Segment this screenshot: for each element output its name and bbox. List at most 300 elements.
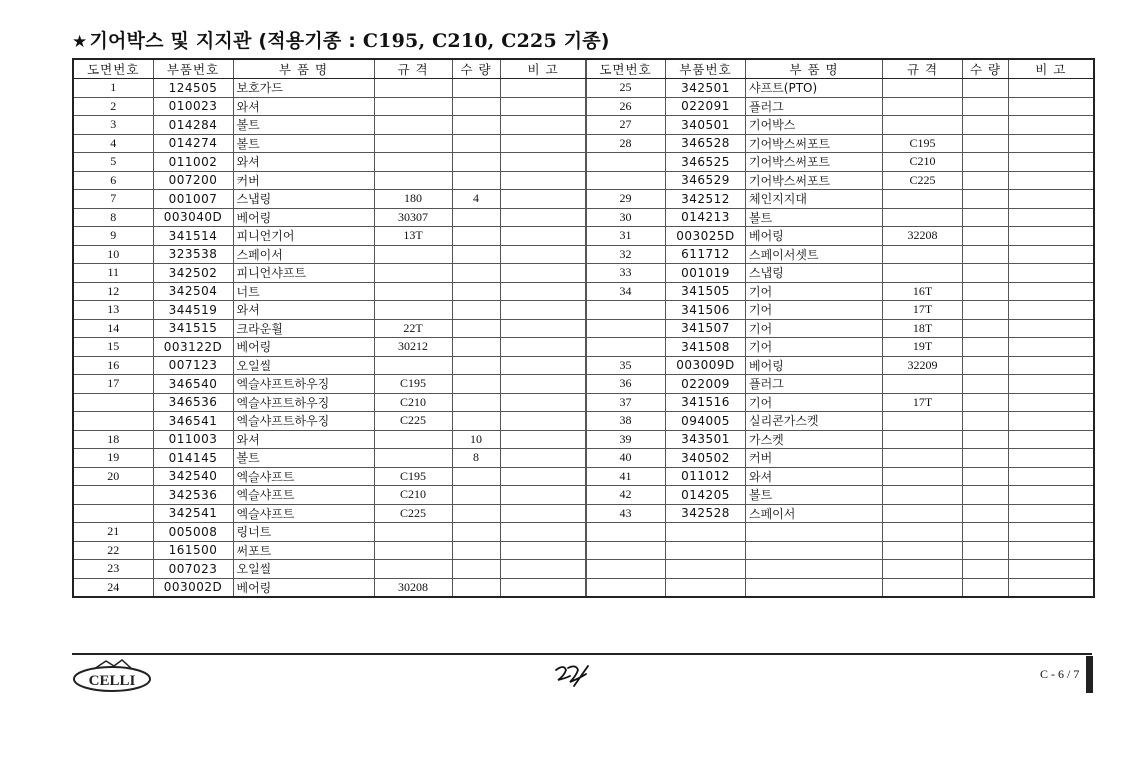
part-name-cell: 베어링	[233, 208, 374, 227]
drawing-no-cell: 15	[73, 338, 153, 357]
table-row	[73, 338, 586, 357]
table-row	[73, 430, 586, 449]
qty-cell	[963, 245, 1009, 264]
part-name-cell: 실리콘가스켓	[746, 412, 883, 431]
drawing-no-cell	[73, 412, 153, 431]
drawing-no-cell: 29	[586, 190, 666, 209]
part-no-cell: 341507	[666, 319, 746, 338]
spec-cell: C195	[374, 375, 452, 394]
qty-cell	[452, 356, 500, 375]
drawing-no-cell	[586, 319, 666, 338]
qty-cell	[963, 208, 1009, 227]
qty-cell	[963, 449, 1009, 468]
drawing-no-cell: 31	[586, 227, 666, 246]
spec-cell: C210	[374, 393, 452, 412]
part-no-cell: 341514	[153, 227, 233, 246]
part-name-cell	[746, 578, 883, 597]
table-row	[73, 560, 586, 579]
drawing-no-cell	[586, 338, 666, 357]
spec-cell	[374, 449, 452, 468]
drawing-no-cell: 3	[73, 116, 153, 135]
part-name-cell: 기어	[746, 301, 883, 320]
table-row	[73, 301, 586, 320]
spec-cell	[883, 523, 963, 542]
spec-cell	[883, 190, 963, 209]
spec-cell	[883, 541, 963, 560]
spec-cell	[883, 375, 963, 394]
handwritten-signature	[552, 660, 592, 690]
part-name-cell: 기어박스써포트	[746, 153, 883, 172]
table-row	[73, 319, 586, 338]
spec-cell	[883, 578, 963, 597]
part-name-cell: 스페이서	[233, 245, 374, 264]
table-row	[73, 467, 586, 486]
drawing-no-cell: 13	[73, 301, 153, 320]
part-name-cell: 기어박스써포트	[746, 171, 883, 190]
part-no-cell	[666, 560, 746, 579]
part-no-cell: 005008	[153, 523, 233, 542]
part-no-cell: 341506	[666, 301, 746, 320]
qty-cell: 8	[452, 449, 500, 468]
part-no-cell: 342504	[153, 282, 233, 301]
part-no-cell: 341515	[153, 319, 233, 338]
title-models: C195, C210, C225	[362, 30, 557, 52]
part-name-cell: 엑슬샤프트하우징	[233, 393, 374, 412]
qty-cell	[452, 541, 500, 560]
remarks-cell	[1009, 541, 1094, 560]
qty-cell	[963, 264, 1009, 283]
table-row	[586, 356, 1094, 375]
part-name-cell	[746, 560, 883, 579]
drawing-no-cell: 40	[586, 449, 666, 468]
drawing-no-cell: 36	[586, 375, 666, 394]
remarks-cell	[1009, 301, 1094, 320]
part-name-cell: 엑슬샤프트	[233, 504, 374, 523]
qty-cell	[963, 504, 1009, 523]
qty-cell	[963, 523, 1009, 542]
part-no-cell: 003122D	[153, 338, 233, 357]
table-row	[73, 245, 586, 264]
remarks-cell	[1009, 393, 1094, 412]
qty-cell	[452, 578, 500, 597]
remarks-cell	[500, 301, 586, 320]
page-title	[72, 26, 610, 53]
table-row	[586, 245, 1094, 264]
spec-cell	[883, 412, 963, 431]
table-row	[586, 153, 1094, 172]
page-edge-bar	[1086, 656, 1093, 693]
table-row	[586, 301, 1094, 320]
remarks-cell	[1009, 467, 1094, 486]
qty-cell	[452, 282, 500, 301]
part-no-cell: 342512	[666, 190, 746, 209]
qty-cell	[452, 467, 500, 486]
part-name-cell: 너트	[233, 282, 374, 301]
part-name-cell: 커버	[746, 449, 883, 468]
remarks-cell	[1009, 560, 1094, 579]
remarks-cell	[1009, 356, 1094, 375]
col-header-qty: 수 량	[963, 59, 1009, 79]
spec-cell	[374, 430, 452, 449]
drawing-no-cell: 37	[586, 393, 666, 412]
part-no-cell: 007123	[153, 356, 233, 375]
part-name-cell: 기어박스	[746, 116, 883, 135]
drawing-no-cell: 38	[586, 412, 666, 431]
table-row	[73, 190, 586, 209]
part-name-cell: 플러그	[746, 375, 883, 394]
qty-cell	[963, 467, 1009, 486]
part-no-cell: 014274	[153, 134, 233, 153]
remarks-cell	[1009, 486, 1094, 505]
qty-cell	[963, 541, 1009, 560]
remarks-cell	[500, 116, 586, 135]
part-name-cell: 기어	[746, 282, 883, 301]
remarks-cell	[500, 264, 586, 283]
qty-cell	[963, 393, 1009, 412]
remarks-cell	[1009, 97, 1094, 116]
part-no-cell: 010023	[153, 97, 233, 116]
qty-cell	[452, 523, 500, 542]
drawing-no-cell: 32	[586, 245, 666, 264]
drawing-no-cell	[73, 504, 153, 523]
part-name-cell: 써포트	[233, 541, 374, 560]
part-name-cell: 기어	[746, 393, 883, 412]
qty-cell	[963, 79, 1009, 98]
drawing-no-cell	[586, 153, 666, 172]
table-row	[73, 134, 586, 153]
spec-cell	[374, 560, 452, 579]
table-row	[586, 467, 1094, 486]
table-row	[73, 356, 586, 375]
drawing-no-cell: 20	[73, 467, 153, 486]
drawing-no-cell: 43	[586, 504, 666, 523]
spec-cell: 18T	[883, 319, 963, 338]
spec-cell	[883, 264, 963, 283]
remarks-cell	[500, 412, 586, 431]
spec-cell: 17T	[883, 301, 963, 320]
remarks-cell	[1009, 153, 1094, 172]
table-row	[586, 523, 1094, 542]
remarks-cell	[500, 245, 586, 264]
part-no-cell: 161500	[153, 541, 233, 560]
spec-cell: C210	[374, 486, 452, 505]
part-name-cell: 와셔	[746, 467, 883, 486]
drawing-no-cell: 34	[586, 282, 666, 301]
drawing-no-cell: 16	[73, 356, 153, 375]
part-no-cell: 003040D	[153, 208, 233, 227]
remarks-cell	[500, 79, 586, 98]
remarks-cell	[500, 319, 586, 338]
remarks-cell	[500, 449, 586, 468]
drawing-no-cell: 12	[73, 282, 153, 301]
spec-cell	[374, 153, 452, 172]
qty-cell	[452, 171, 500, 190]
part-name-cell: 와셔	[233, 301, 374, 320]
remarks-cell	[500, 153, 586, 172]
table-row	[73, 208, 586, 227]
remarks-cell	[500, 430, 586, 449]
star-icon: ★	[72, 32, 88, 52]
qty-cell	[452, 208, 500, 227]
drawing-no-cell: 33	[586, 264, 666, 283]
part-name-cell: 기어박스써포트	[746, 134, 883, 153]
qty-cell	[963, 319, 1009, 338]
remarks-cell	[500, 560, 586, 579]
col-header-part-no: 부품번호	[666, 59, 746, 79]
part-no-cell: 343501	[666, 430, 746, 449]
remarks-cell	[500, 523, 586, 542]
part-no-cell: 346540	[153, 375, 233, 394]
part-no-cell: 342536	[153, 486, 233, 505]
drawing-no-cell: 42	[586, 486, 666, 505]
drawing-no-cell: 21	[73, 523, 153, 542]
part-name-cell: 볼트	[233, 449, 374, 468]
spec-cell: 30307	[374, 208, 452, 227]
part-name-cell: 크라운휠	[233, 319, 374, 338]
title-end: 기종)	[556, 30, 610, 52]
spec-cell	[374, 282, 452, 301]
part-name-cell: 베어링	[746, 356, 883, 375]
drawing-no-cell: 35	[586, 356, 666, 375]
qty-cell	[963, 356, 1009, 375]
qty-cell	[452, 375, 500, 394]
part-no-cell: 342540	[153, 467, 233, 486]
remarks-cell	[1009, 171, 1094, 190]
spec-cell: C210	[883, 153, 963, 172]
part-no-cell: 011012	[666, 467, 746, 486]
part-no-cell: 007023	[153, 560, 233, 579]
spec-cell: 22T	[374, 319, 452, 338]
remarks-cell	[1009, 338, 1094, 357]
spec-cell: C225	[374, 412, 452, 431]
part-no-cell: 346525	[666, 153, 746, 172]
qty-cell	[963, 375, 1009, 394]
spec-cell: 30212	[374, 338, 452, 357]
spec-cell	[374, 523, 452, 542]
part-name-cell: 샤프트(PTO)	[746, 79, 883, 98]
spec-cell	[374, 264, 452, 283]
table-row	[73, 282, 586, 301]
drawing-no-cell	[586, 523, 666, 542]
drawing-no-cell: 9	[73, 227, 153, 246]
part-no-cell: 001019	[666, 264, 746, 283]
qty-cell	[963, 338, 1009, 357]
part-name-cell: 피니언기어	[233, 227, 374, 246]
part-no-cell	[666, 541, 746, 560]
part-no-cell: 346541	[153, 412, 233, 431]
remarks-cell	[500, 467, 586, 486]
table-row	[586, 393, 1094, 412]
part-name-cell: 엑슬샤프트하우징	[233, 412, 374, 431]
col-header-qty: 수 량	[452, 59, 500, 79]
part-no-cell: 003009D	[666, 356, 746, 375]
qty-cell	[963, 134, 1009, 153]
part-no-cell: 014145	[153, 449, 233, 468]
spec-cell	[883, 467, 963, 486]
table-row	[73, 97, 586, 116]
part-name-cell: 볼트	[233, 116, 374, 135]
col-header-part-no: 부품번호	[153, 59, 233, 79]
table-row	[73, 153, 586, 172]
qty-cell	[963, 171, 1009, 190]
part-no-cell: 611712	[666, 245, 746, 264]
spec-cell	[883, 79, 963, 98]
part-name-cell: 엑슬샤프트하우징	[233, 375, 374, 394]
remarks-cell	[1009, 449, 1094, 468]
remarks-cell	[500, 338, 586, 357]
drawing-no-cell	[586, 171, 666, 190]
qty-cell	[452, 116, 500, 135]
table-row	[586, 504, 1094, 523]
parts-table-right	[585, 58, 1095, 598]
qty-cell	[452, 245, 500, 264]
drawing-no-cell: 11	[73, 264, 153, 283]
qty-cell	[963, 430, 1009, 449]
table-row	[586, 190, 1094, 209]
qty-cell	[452, 486, 500, 505]
spec-cell	[374, 541, 452, 560]
remarks-cell	[1009, 578, 1094, 597]
qty-cell	[963, 578, 1009, 597]
drawing-no-cell: 8	[73, 208, 153, 227]
qty-cell: 4	[452, 190, 500, 209]
part-name-cell: 보호가드	[233, 79, 374, 98]
remarks-cell	[1009, 430, 1094, 449]
part-no-cell: 003025D	[666, 227, 746, 246]
table-row	[73, 449, 586, 468]
spec-cell	[883, 97, 963, 116]
qty-cell	[963, 97, 1009, 116]
drawing-no-cell: 6	[73, 171, 153, 190]
remarks-cell	[500, 375, 586, 394]
table-row	[73, 227, 586, 246]
qty-cell	[452, 264, 500, 283]
table-row	[586, 578, 1094, 597]
spec-cell: 180	[374, 190, 452, 209]
drawing-no-cell: 23	[73, 560, 153, 579]
remarks-cell	[500, 134, 586, 153]
drawing-no-cell: 5	[73, 153, 153, 172]
spec-cell: C225	[883, 171, 963, 190]
drawing-no-cell	[586, 541, 666, 560]
col-header-remarks: 비 고	[1009, 59, 1094, 79]
spec-cell	[883, 245, 963, 264]
spec-cell: 30208	[374, 578, 452, 597]
table-row	[73, 264, 586, 283]
spec-cell	[374, 97, 452, 116]
part-name-cell: 베어링	[233, 338, 374, 357]
part-name-cell: 플러그	[746, 97, 883, 116]
remarks-cell	[1009, 375, 1094, 394]
table-row	[73, 412, 586, 431]
part-name-cell: 링너트	[233, 523, 374, 542]
table-row	[73, 541, 586, 560]
qty-cell	[963, 412, 1009, 431]
spec-cell: 13T	[374, 227, 452, 246]
part-no-cell: 342528	[666, 504, 746, 523]
celli-logo-icon	[72, 657, 152, 693]
table-row	[586, 541, 1094, 560]
part-no-cell: 340502	[666, 449, 746, 468]
remarks-cell	[1009, 79, 1094, 98]
spec-cell	[374, 171, 452, 190]
qty-cell	[452, 560, 500, 579]
part-no-cell: 340501	[666, 116, 746, 135]
part-no-cell: 011002	[153, 153, 233, 172]
part-name-cell: 와셔	[233, 430, 374, 449]
part-no-cell: 341508	[666, 338, 746, 357]
table-header-row	[73, 59, 586, 79]
drawing-no-cell: 14	[73, 319, 153, 338]
spec-cell	[883, 449, 963, 468]
remarks-cell	[500, 578, 586, 597]
spec-cell	[374, 356, 452, 375]
drawing-no-cell	[586, 301, 666, 320]
qty-cell	[452, 393, 500, 412]
col-header-part-name: 부 품 명	[233, 59, 374, 79]
remarks-cell	[1009, 134, 1094, 153]
table-row	[586, 134, 1094, 153]
part-no-cell	[666, 523, 746, 542]
qty-cell	[452, 153, 500, 172]
qty-cell	[452, 134, 500, 153]
part-name-cell: 피니언샤프트	[233, 264, 374, 283]
table-row	[73, 523, 586, 542]
table-row	[586, 208, 1094, 227]
remarks-cell	[1009, 412, 1094, 431]
part-no-cell: 022009	[666, 375, 746, 394]
remarks-cell	[500, 541, 586, 560]
remarks-cell	[1009, 282, 1094, 301]
part-name-cell: 기어	[746, 338, 883, 357]
part-name-cell: 엑슬샤프트	[233, 486, 374, 505]
part-no-cell: 341516	[666, 393, 746, 412]
part-name-cell: 체인지지대	[746, 190, 883, 209]
part-name-cell: 기어	[746, 319, 883, 338]
part-no-cell: 341505	[666, 282, 746, 301]
part-no-cell: 094005	[666, 412, 746, 431]
part-no-cell: 346529	[666, 171, 746, 190]
drawing-no-cell: 30	[586, 208, 666, 227]
part-name-cell: 와셔	[233, 153, 374, 172]
drawing-no-cell: 28	[586, 134, 666, 153]
col-header-part-name: 부 품 명	[746, 59, 883, 79]
part-no-cell: 014284	[153, 116, 233, 135]
spec-cell	[883, 504, 963, 523]
spec-cell	[883, 208, 963, 227]
part-name-cell: 커버	[233, 171, 374, 190]
part-no-cell: 342541	[153, 504, 233, 523]
remarks-cell	[500, 504, 586, 523]
drawing-no-cell: 19	[73, 449, 153, 468]
table-row	[73, 116, 586, 135]
remarks-cell	[500, 227, 586, 246]
parts-table-left-body	[73, 79, 586, 597]
part-no-cell: 342501	[666, 79, 746, 98]
remarks-cell	[500, 97, 586, 116]
drawing-no-cell	[586, 578, 666, 597]
part-no-cell: 007200	[153, 171, 233, 190]
col-header-drawing-no: 도면번호	[73, 59, 153, 79]
drawing-no-cell: 41	[586, 467, 666, 486]
table-row	[586, 282, 1094, 301]
drawing-no-cell	[586, 560, 666, 579]
remarks-cell	[1009, 208, 1094, 227]
drawing-no-cell: 18	[73, 430, 153, 449]
part-name-cell: 볼트	[746, 486, 883, 505]
drawing-no-cell: 4	[73, 134, 153, 153]
part-name-cell: 오일씰	[233, 560, 374, 579]
